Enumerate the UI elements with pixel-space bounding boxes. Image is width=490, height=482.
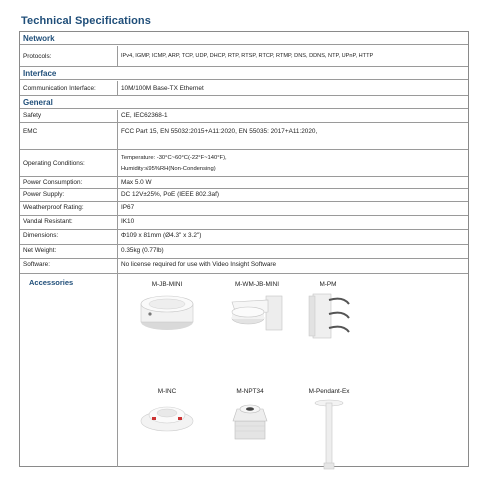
row-label: Operating Conditions:: [23, 160, 85, 167]
row-label: Weatherproof Rating:: [23, 204, 84, 211]
row-value: DC 12V±25%, PoE (IEEE 802.3af): [117, 189, 466, 201]
row-label: Software:: [23, 261, 50, 268]
accessory-label: M-WM-JB-MINI: [234, 281, 279, 288]
row-dimensions: [20, 230, 468, 245]
row-emc: [20, 123, 468, 150]
temperature-value: Temperature: -30°C~60°C(-22°F~140°F),: [121, 155, 227, 161]
page-title: Technical Specifications: [21, 15, 151, 27]
row-value: FCC Part 15, EN 55032:2015+A11:2020, EN 55035: 2017+A11:2020,: [117, 123, 466, 149]
accessory-m-pendant-ex: [289, 388, 369, 473]
accessory-m-npt34: [210, 388, 290, 441]
row-label: Power Supply:: [23, 191, 65, 198]
section-general: General: [20, 96, 468, 109]
row-value: IPv4, IGMP, ICMP, ARP, TCP, UDP, DHCP, RTP, RTSP, RTCP, RTMP, DNS, DDNS, NTP, UPnP, HTTP: [117, 46, 466, 66]
row-protocols: [20, 46, 468, 67]
row-value: 0.35kg (0.77lb): [117, 245, 466, 258]
pole-mount-icon: [303, 292, 353, 340]
row-comm-interface: [20, 81, 468, 96]
row-vandal-resistant: [20, 216, 468, 230]
row-label: Power Consumption:: [23, 179, 83, 186]
row-value: IP67: [117, 202, 466, 215]
row-value: Max 5.0 W: [117, 177, 466, 188]
row-value: 10M/100M Base-TX Ethernet: [117, 81, 466, 95]
row-label: Communication Interface:: [23, 85, 96, 92]
accessory-label: M-PM: [319, 281, 337, 288]
row-value: IK10: [117, 216, 466, 229]
accessories-title: Accessories: [29, 278, 74, 287]
accessory-label: M-Pendant-Ex: [308, 388, 350, 395]
row-label: Net Weight:: [23, 247, 57, 254]
accessory-label: M-INC: [157, 388, 177, 395]
in-ceiling-mount-icon: [138, 399, 196, 435]
row-value: No license required for use with Video Insight Software: [117, 259, 466, 273]
row-label: EMC: [23, 128, 38, 135]
row-label: Protocols:: [23, 53, 52, 60]
row-weatherproof: [20, 202, 468, 216]
section-interface: Interface: [20, 67, 468, 80]
row-label: Safety: [23, 112, 42, 119]
section-network: Network: [20, 32, 468, 45]
row-operating-conditions: [20, 150, 468, 177]
npt-adapter-icon: [227, 399, 273, 441]
row-net-weight: [20, 245, 468, 259]
row-label: Vandal Resistant:: [23, 218, 73, 225]
row-value: Φ109 x 81mm (Ø4.3" x 3.2"): [117, 230, 466, 244]
row-power-supply: [20, 189, 468, 202]
accessories-divider: [117, 274, 118, 467]
spec-table: [19, 31, 469, 467]
junction-box-icon: [138, 292, 196, 332]
humidity-value: Humidity:≤95%RH(Non-Condensing): [121, 166, 216, 172]
accessory-m-jb-mini: [127, 281, 207, 332]
accessory-label: M-NPT34: [236, 388, 264, 395]
accessory-m-wm-jb-mini: [217, 281, 297, 336]
row-safety: [20, 110, 468, 123]
accessory-label: M-JB-MINI: [151, 281, 183, 288]
row-value: [117, 150, 466, 176]
accessory-m-pm: [288, 281, 368, 340]
pendant-extension-icon: [309, 399, 349, 473]
row-value: CE, IEC62368-1: [117, 110, 466, 122]
row-power-consumption: [20, 177, 468, 189]
row-software: [20, 259, 468, 274]
row-label: Dimensions:: [23, 232, 59, 239]
wall-mount-icon: [226, 292, 288, 336]
accessory-m-inc: [127, 388, 207, 435]
